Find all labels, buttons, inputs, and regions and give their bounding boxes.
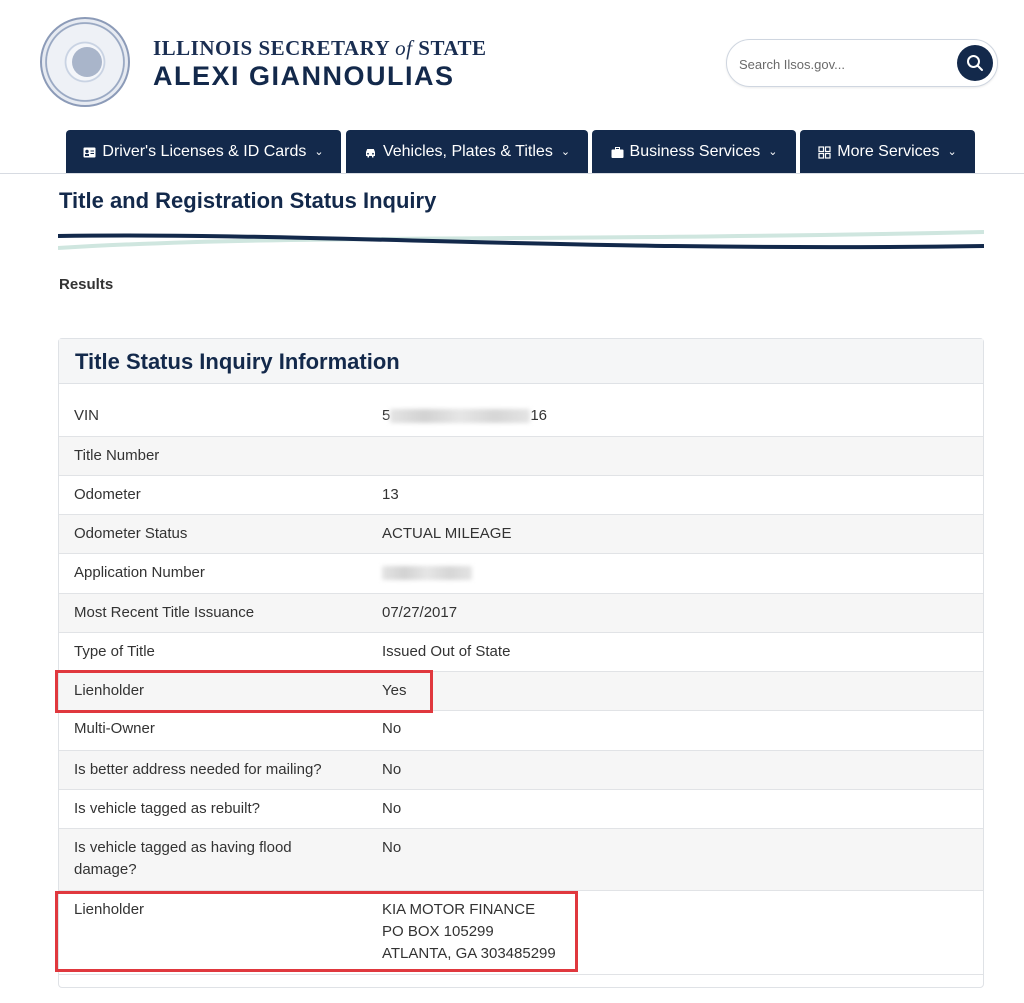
table-row bbox=[59, 515, 983, 554]
row-label: Is better address needed for mailing? bbox=[74, 761, 322, 778]
row-label: Lienholder bbox=[74, 682, 145, 699]
card-header bbox=[59, 339, 983, 384]
brand-name: ALEXI GIANNOULIAS bbox=[153, 61, 455, 91]
brand-title bbox=[153, 36, 487, 61]
table-row bbox=[59, 829, 983, 891]
row-value: 07/27/2017 bbox=[382, 604, 458, 621]
state-seal-logo[interactable] bbox=[40, 17, 130, 107]
vin-prefix: 5 bbox=[382, 407, 391, 424]
grid-icon bbox=[818, 146, 831, 159]
row-label: Title Number bbox=[74, 447, 160, 464]
redacted-block bbox=[390, 409, 530, 423]
nav-tab-vehicles[interactable] bbox=[346, 130, 588, 174]
table-row bbox=[59, 437, 983, 476]
table-row bbox=[59, 751, 983, 790]
brand-title-of: of bbox=[395, 36, 413, 60]
table-row bbox=[59, 711, 983, 751]
table-row bbox=[59, 476, 983, 515]
chevron-down-icon: ⌄ bbox=[768, 146, 778, 158]
search-icon bbox=[966, 54, 984, 72]
nav-tab-label: More Services bbox=[837, 143, 940, 160]
table-row bbox=[59, 633, 983, 672]
search-box bbox=[726, 39, 998, 87]
nav-tab-business-services[interactable] bbox=[592, 130, 796, 174]
row-label: Odometer bbox=[74, 486, 141, 503]
card-title: Title Status Inquiry Information bbox=[75, 349, 400, 374]
briefcase-icon bbox=[611, 146, 624, 159]
row-value: No bbox=[382, 839, 402, 856]
nav-tab-label: Vehicles, Plates & Titles bbox=[382, 143, 553, 160]
row-label: Is vehicle tagged as rebuilt? bbox=[74, 800, 260, 817]
brand-title-part: STATE bbox=[412, 36, 487, 60]
row-value-vin bbox=[382, 405, 547, 427]
nav-tab-drivers-licenses[interactable] bbox=[66, 130, 341, 174]
vin-suffix: 16 bbox=[530, 407, 548, 424]
row-value: Issued Out of State bbox=[382, 643, 511, 660]
row-value: Yes bbox=[382, 682, 407, 699]
search-button[interactable] bbox=[957, 45, 993, 81]
header-divider bbox=[0, 173, 1024, 174]
site-header bbox=[0, 0, 1024, 175]
row-value: No bbox=[382, 720, 402, 737]
decorative-wave bbox=[58, 226, 984, 256]
brand-title-part: ILLINOIS SECRETARY bbox=[153, 36, 396, 60]
page-title: Title and Registration Status Inquiry bbox=[59, 188, 437, 213]
row-label: Most Recent Title Issuance bbox=[74, 604, 255, 621]
nav-tab-label: Driver's Licenses & ID Cards bbox=[102, 143, 307, 160]
redacted-block bbox=[382, 566, 472, 580]
search-input[interactable] bbox=[739, 52, 949, 76]
table-row bbox=[59, 594, 983, 633]
id-card-icon bbox=[83, 146, 96, 159]
address-line: KIA MOTOR FINANCE bbox=[382, 901, 536, 918]
highlight-box-lienholder-address bbox=[55, 891, 578, 972]
row-label: Odometer Status bbox=[74, 525, 188, 542]
row-value: ACTUAL MILEAGE bbox=[382, 525, 512, 542]
nav-tab-label: Business Services bbox=[629, 143, 761, 160]
address-line: ATLANTA, GA 303485299 bbox=[382, 945, 556, 962]
eagle-emblem-icon bbox=[72, 47, 102, 77]
row-label: Type of Title bbox=[74, 643, 155, 660]
results-heading: Results bbox=[59, 276, 114, 293]
chevron-down-icon: ⌄ bbox=[560, 146, 571, 158]
highlight-box-lienholder-yes bbox=[55, 670, 433, 713]
car-icon bbox=[364, 146, 377, 159]
row-label: Multi-Owner bbox=[74, 720, 155, 737]
row-value: No bbox=[382, 800, 402, 817]
address-line: PO BOX 105299 bbox=[382, 923, 494, 940]
row-value-redacted bbox=[382, 562, 472, 584]
chevron-down-icon: ⌄ bbox=[947, 146, 957, 158]
table-row bbox=[59, 790, 983, 829]
row-label: VIN bbox=[74, 407, 100, 424]
row-label: Is vehicle tagged as having flood damage? bbox=[74, 839, 292, 878]
nav-tab-more-services[interactable] bbox=[800, 130, 975, 174]
table-row bbox=[59, 384, 983, 437]
row-label: Application Number bbox=[74, 564, 205, 581]
row-value: No bbox=[382, 761, 402, 778]
chevron-down-icon: ⌄ bbox=[314, 146, 324, 158]
row-label: Lienholder bbox=[74, 901, 145, 918]
table-row bbox=[59, 554, 983, 594]
row-value: 13 bbox=[382, 486, 399, 503]
